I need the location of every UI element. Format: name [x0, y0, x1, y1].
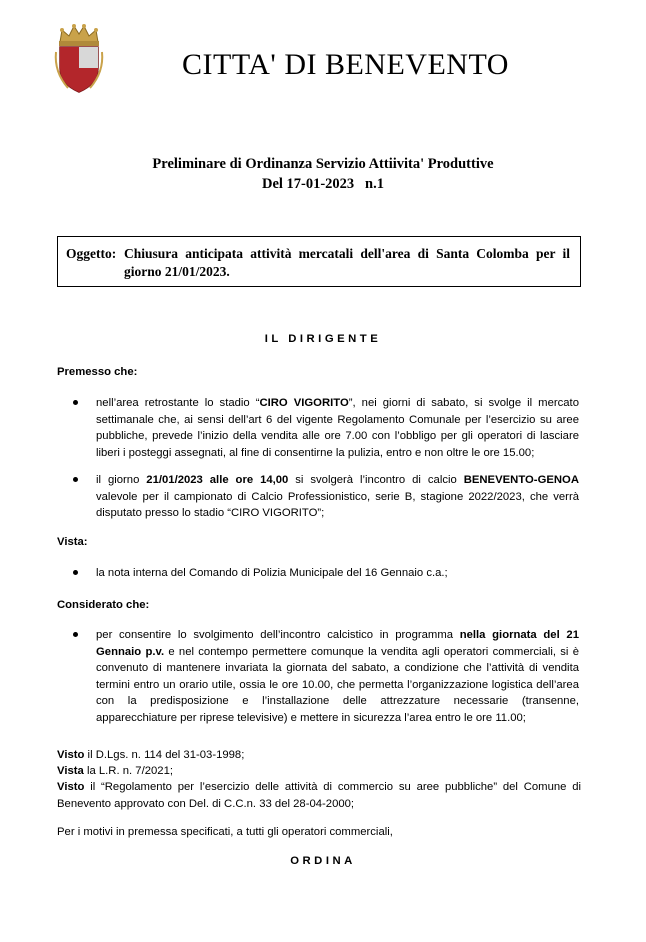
- bullet-text: per consentire lo svolgimento dell’incontro calcistico in programma nella giornata del 21 Gennaio p.v. e nel contempo permettere comunque la vendita agli operatori commerciali, si è convenuto di mantenere invariata la giornata del sabato, a condizione che l’attività di vendita termini entro un orario utile, ossia le ore 10.00, che permetta l’organizzazione logistica dell’area con la predisposizione e l’installazione delle attrezzature necessarie (transenne, apparecchiature per riprese televisive) e mettere in sicurezza l’area entro le ore 11.00;: [96, 629, 579, 724]
- subject-text: Chiusura anticipata attività mercatali dell'area di Santa Colomba per il giorno 21/01/2023.: [124, 246, 570, 279]
- coat-of-arms-icon: [50, 22, 108, 94]
- order-heading: ORDINA: [290, 855, 356, 867]
- visto-dlgs: Visto il D.Lgs. n. 114 del 31-03-1998;: [57, 749, 245, 761]
- bullet-icon: [73, 477, 78, 482]
- authority-heading: IL DIRIGENTE: [264, 333, 382, 345]
- bullet-icon: [73, 400, 78, 405]
- document-date-number: Del 17-01-2023 n.1: [261, 176, 385, 192]
- vista-heading: Vista:: [57, 536, 88, 548]
- bullet-icon: [73, 632, 78, 637]
- subject-label: Oggetto:: [66, 246, 117, 261]
- premesso-heading: Premesso che:: [57, 366, 138, 378]
- bullet-text: nell’area retrostante lo stadio “CIRO VIGORITO”, nei giorni di sabato, si svolge il mercato settimanale che, ai sensi dell’art 6 del vigente Regolamento Comunale per l’esercizio su aree pubbliche, prevede l’inizio della vendita alle ore 7.00 con l’obbligo per gli operatori di lasciare liberi i posteggi assegnati, al fine di consentirne la pulizia, entro e non oltre le ore 15.00;: [96, 397, 579, 459]
- bullet-icon: [73, 570, 78, 575]
- bullet-text: la nota interna del Comando di Polizia Municipale del 16 Gennaio c.a.;: [96, 567, 448, 579]
- bullet-text: il giorno 21/01/2023 alle ore 14,00 si svolgerà l’incontro di calcio BENEVENTO-GENOA valevole per il campionato di Calcio Professionistico, serie B, stagione 2022/2023, che verrà disputato presso lo stadio “CIRO VIGORITO”;: [96, 474, 579, 519]
- city-title: CITTA' DI BENEVENTO: [182, 48, 509, 81]
- closing-line: Per i motivi in premessa specificati, a tutti gli operatori commerciali,: [57, 826, 393, 838]
- vista-lr: Vista la L.R. n. 7/2021;: [57, 765, 173, 777]
- subject-box: [57, 236, 581, 287]
- considerato-heading: Considerato che:: [57, 599, 150, 611]
- document-title: Preliminare di Ordinanza Servizio Attiivita' Produttive: [152, 156, 494, 172]
- visto-regolamento: Visto il “Regolamento per l’esercizio delle attività di commercio su aree pubbliche” del Comune di Benevento approvato con Del. di C.C.n. 33 del 28-04-2000;: [57, 781, 581, 810]
